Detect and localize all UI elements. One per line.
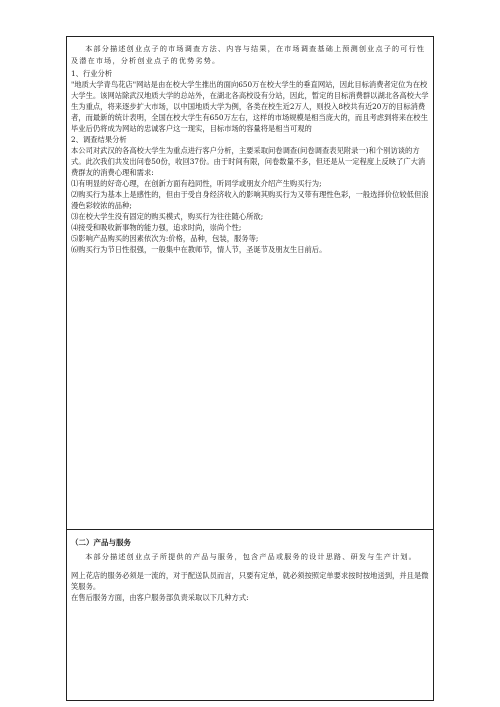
survey-results-heading: 2、调查结果分析 — [71, 135, 127, 144]
list-item: ⑸影响产品购买的因素依次为:价格，品种，包装，服务等; — [71, 234, 259, 243]
industry-analysis-paragraph: "地质大学青鸟花店"网站是由在校大学生推出的面向650万在校大学生的垂直网站，因此目标消费者定位为在校大学生。该网站除武汉地质大学的总站外，在湖北各高校设有分站，因此，暂定的目标消费群以湖北各高校大学生为重点，将来逐步扩大市场，以中国地质大学为例，各类在校生近2万人，则投入8校共有近20万的目标消费者，而最新的统计表明，全国在校大学生有650万左右，这样的市场规模是相当庞大的，而且考虑到将来在校生毕业后仍将成为网站的忠诚客户这一现实，目标市场的容量将是相当可观的 — [71, 80, 429, 133]
list-item: ⑹购买行为节日性很强，一般集中在教师节，情人节，圣诞节及朋友生日前后。 — [71, 245, 327, 254]
section-divider — [67, 529, 433, 530]
document-frame — [66, 36, 434, 701]
after-sales-paragraph: 在售后服务方面，由客户服务部负责采取以下几种方式: — [71, 593, 249, 602]
list-item: ⑴有明显的好奇心理，在创新方面有趋同性，听同学或朋友介绍产生购买行为; — [71, 179, 322, 188]
list-item: ⑵购买行为基本上是感性的，但由于受自身经济收入的影响其购买行为又带有理性色彩，一般选择价位较低但浪漫色彩较浓的品种; — [71, 190, 429, 210]
list-item: ⑶在校大学生没有固定的购买模式，购买行为往往随心所欲; — [71, 212, 264, 221]
products-services-section — [71, 537, 429, 603]
list-item: ⑷接受和吸收新事物的能力强，追求时尚，崇尚个性; — [71, 223, 242, 232]
service-paragraph: 网上花店的服务必须是一流的，对于配送队员而言，只要有定单，就必须按照定单要求按时按地送到，并且是微笑服务。 — [71, 571, 429, 591]
section-intro: 本部分描述创业点子所提供的产品与服务，包含产品或服务的设计思路、研发与生产计划。 — [85, 552, 417, 561]
market-analysis-section — [71, 43, 429, 255]
section-intro: 本部分描述创业点子的市场调查方法、内容与结果，在市场调查基础上预测创业点子的可行性及潜在市场，分析创业点子的优势劣势。 — [71, 44, 426, 65]
survey-results-paragraph: 本公司对武汉的各高校大学生为重点进行客户分析，主要采取问卷调查(问卷调查表见附录一)和个别访谈的方式。此次我们共发出问卷50份，收回37份。由于时间有限，问卷数量不多，但还是从一定程度上反映了广大消费群友的消费心理和需求: — [71, 146, 426, 177]
survey-findings-list — [71, 178, 429, 255]
industry-analysis-heading: 1、行业分析 — [71, 69, 113, 78]
section-title: （二）产品与服务 — [71, 538, 131, 547]
